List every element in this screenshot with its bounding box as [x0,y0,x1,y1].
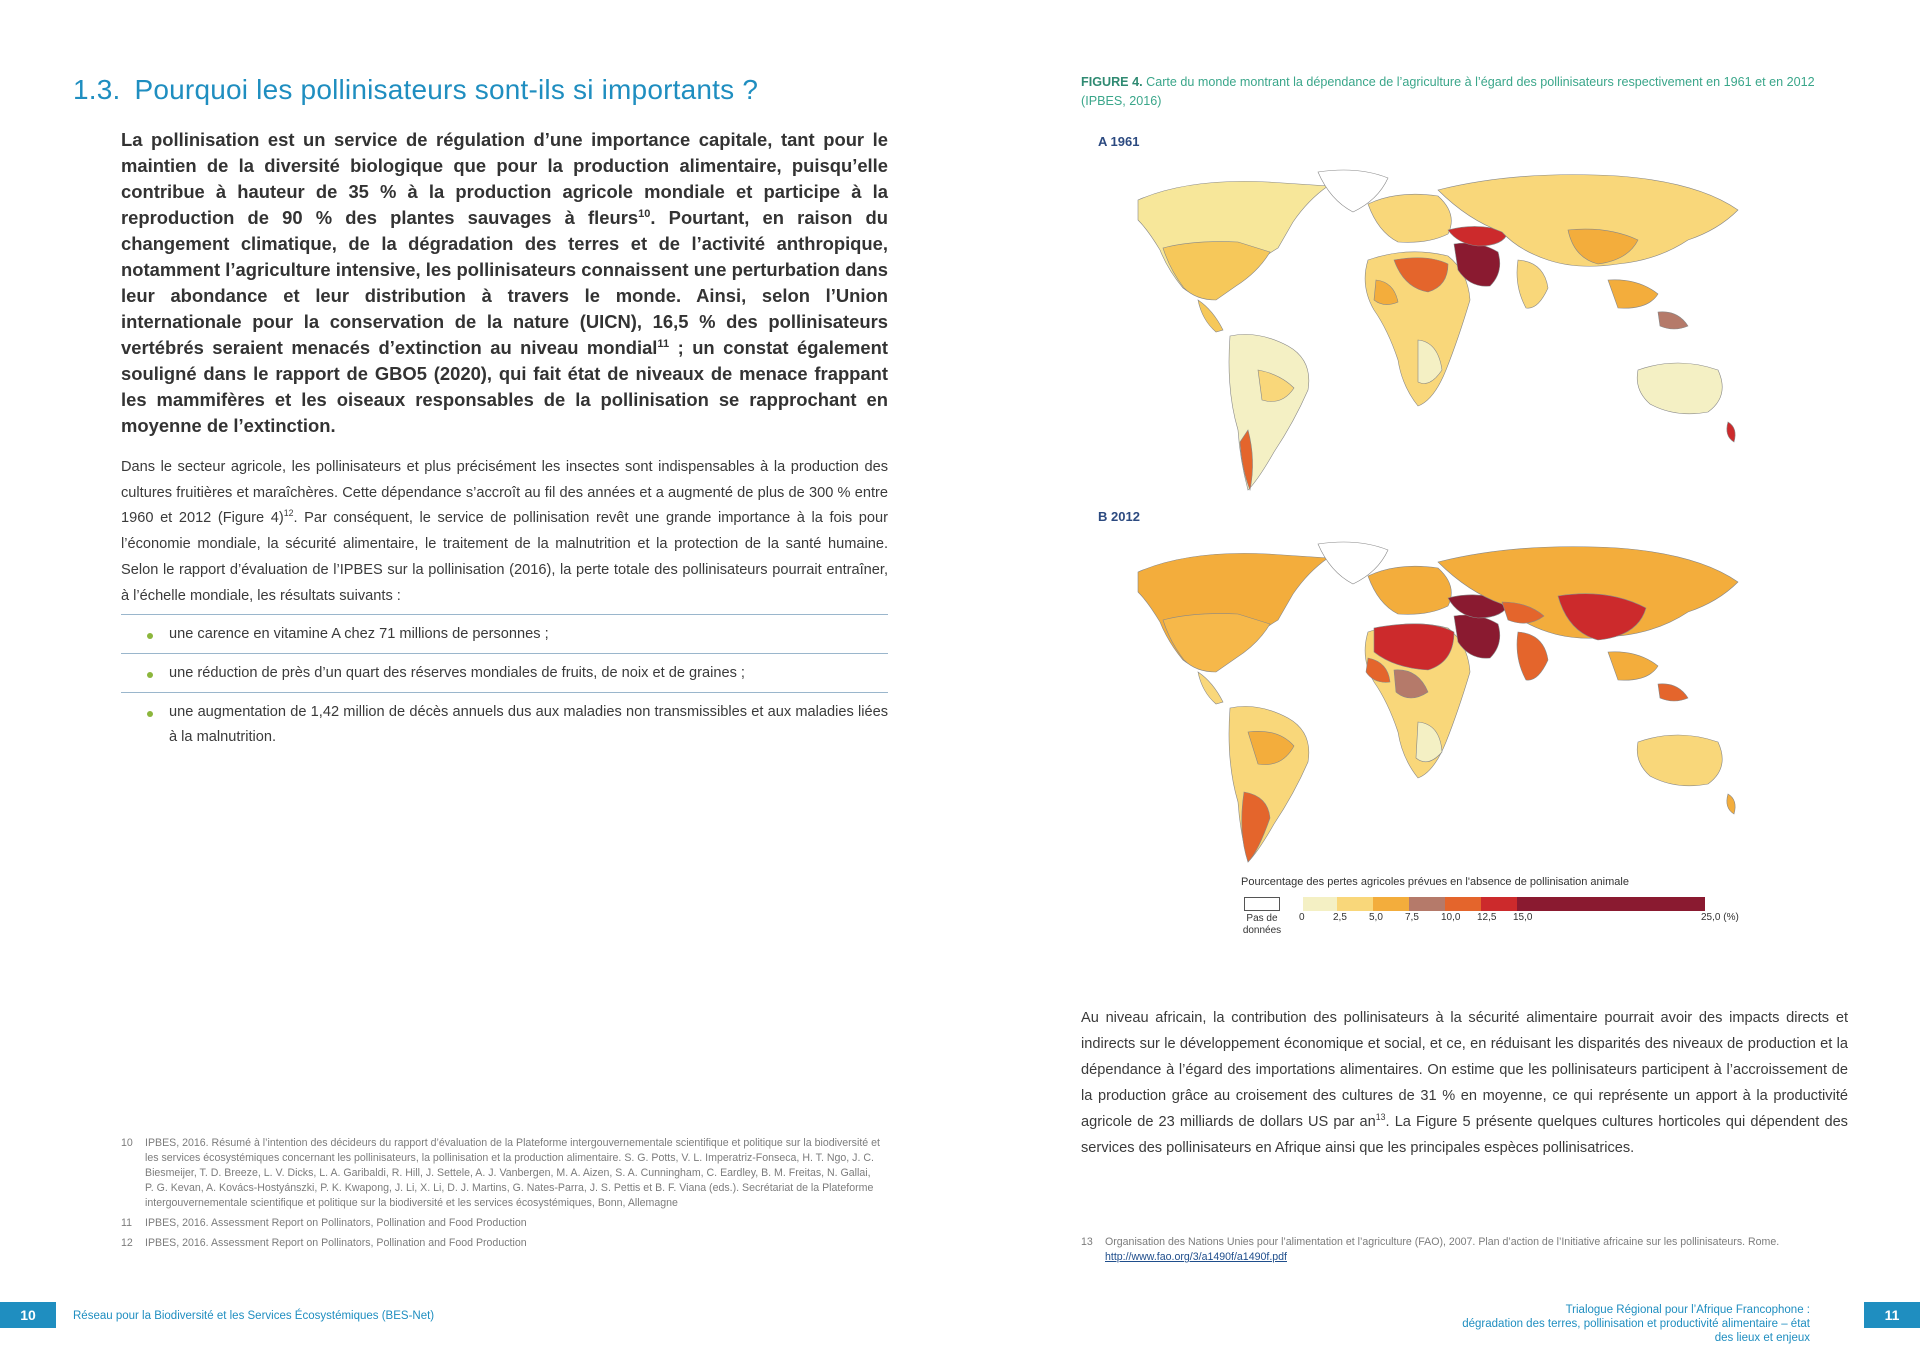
body-paragraph [121,455,888,609]
bullet-list [121,614,888,756]
list-item [121,615,888,654]
lead-text-3: ; un constat également souligné dans le rapport de GBO5 (2020), qui fait état de niveaux de menace frappant les mammifères et les oiseaux responsables de la pollinisation se rapprochant en moyenne de l’extinction. [121,337,888,436]
footnote-11 [121,1216,881,1231]
footer-left: Réseau pour la Biodiversité et les Services Écosystémiques (BES-Net) [73,1310,435,1322]
bullet-text: une réduction de près d’un quart des réserves mondiales de fruits, de noix et de graines ; [169,665,745,681]
figure-caption [1081,73,1851,111]
footnote-number: 12 [121,1237,133,1249]
legend-nodata-swatch [1244,897,1280,911]
footnote-text: IPBES, 2016. Résumé à l’intention des décideurs du rapport d’évaluation de la Plateforme intergouvernementale scientifique et politique sur la biodiversité et les services écosystémiques concernant les pollinisateurs, la pollinisation et la production alimentaire. S. G. Potts, V. L. Imperatriz-Fonseca, H. T. Ngo, J. C. Biesmeijer, T. D. Breeze, L. V. Dicks, L. A. Garibaldi, R. Hill, J. Settele, A. J. Vanbergen, M. A. Aizen, S. A. Cunningham, C. Eardley, B. M. Freitas, N. Gallai, P. G. Kevan, A. Kovács-Hostyánszki, P. K. Kwapong, J. Li, X. Li, D. J. Martins, G. Nates-Parra, J. S. Pettis et B. F. Viana (eds.). Secrétariat de la Plateforme intergouvernementale scientifique et politique sur la biodiversité et les services écosystémiques, Bonn, Allemagne [145,1137,880,1209]
list-item [121,654,888,693]
footnote-13 [1081,1235,1851,1265]
world-map-2012 [1098,532,1758,872]
right-page [960,0,1920,1358]
bullet-text: une augmentation de 1,42 million de décès annuels dus aux maladies non transmissibles et aux maladies liées à la malnutrition. [169,704,888,745]
footnote-ref-11[interactable]: 11 [657,337,670,350]
legend-tick-label: 0 [1299,912,1305,923]
lead-text-2: . Pourtant, en raison du changement climatique, de la dégradation des terres et de l’activité anthropique, notamment l’agriculture intensive, les pollinisateurs connaissent une perturbation dans leur abondance et leur distribution à travers le monde. Ainsi, selon l’Union internationale pour la conservation de la nature (UICN), 16,5 % des pollinisateurs vertébrés seraient menacés d’extinction au niveau mondial [121,207,888,358]
section-title [73,74,758,106]
bullet-dot-icon [147,672,153,678]
footnote-10 [121,1136,881,1211]
footnote-12 [121,1236,881,1251]
footnote-text: IPBES, 2016. Assessment Report on Pollinators, Pollination and Food Production [145,1237,527,1249]
fao-link[interactable]: http://www.fao.org/3/a1490f/a1490f.pdf [1105,1251,1287,1263]
footer-right-line2: dégradation des terres, pollinisation et productivité alimentaire – état des lieux et enjeux [1462,1318,1810,1344]
legend-swatch [1303,897,1337,911]
bullet-dot-icon [147,633,153,639]
legend-tick-label: 12,5 [1477,912,1497,923]
map-a-label: A 1961 [1098,134,1140,149]
figure-label: FIGURE 4. [1081,75,1143,89]
footnote-ref-12[interactable]: 12 [283,508,294,519]
legend-swatch [1373,897,1409,911]
legend-swatch [1445,897,1481,911]
page-number-right: 11 [1864,1302,1920,1328]
legend-tick-label: 7,5 [1405,912,1419,923]
map-b-label: B 2012 [1098,509,1140,524]
legend-swatch [1337,897,1373,911]
section-title-text: Pourquoi les pollinisateurs sont-ils si importants ? [134,74,759,105]
legend-title: Pourcentage des pertes agricoles prévues en l'absence de pollinisation animale [1241,876,1629,888]
body-text-1: Dans le secteur agricole, les pollinisateurs et plus précisément les insectes sont indispensables à la production des cultures fruitières et maraîchères. Cette dépendance s’accroît au fil des années et a augmenté de plus de 300 % entre 1960 et 2012 (Figure 4) [121,459,888,527]
footnotes [121,1136,881,1256]
footnote-ref-13[interactable]: 13 [1375,1112,1386,1123]
legend-swatch [1481,897,1517,911]
figure-caption-text: Carte du monde montrant la dépendance de l’agriculture à l’égard des pollinisateurs respectivement en 1961 et en 2012 (IPBES, 2016) [1081,75,1815,108]
legend-tick-label: 15,0 [1513,912,1533,923]
footnote-text: IPBES, 2016. Assessment Report on Pollinators, Pollination and Food Production [145,1217,527,1229]
section-number: 1.3. [73,74,121,105]
footnote-number: 10 [121,1137,133,1149]
legend-swatch [1517,897,1705,911]
list-item [121,693,888,756]
lead-paragraph [121,127,888,439]
legend-tick-label: 25,0 (%) [1701,912,1739,923]
footnote-number: 13 [1081,1236,1093,1248]
footer-right [1460,1303,1810,1345]
footnote-number: 11 [121,1217,132,1229]
footer-right-line1: Trialogue Régional pour l’Afrique Francophone : [1565,1304,1810,1316]
legend-swatch [1409,897,1445,911]
world-map-1961 [1098,160,1758,500]
right-body-text-1: Au niveau africain, la contribution des pollinisateurs à la sécurité alimentaire pourrait avoir des impacts directs et indirects sur le développement économique et social, et ce, en réduisant les disparités des niveaux de production et la dépendance à l’égard des importations alimentaires. On estime que les pollinisateurs participent à l’accroissement de la production grâce au croisement des cultures de 31 % en moyenne, ce qui représente un apport à la productivité agricole de 23 milliards de dollars US par an [1081,1010,1848,1130]
footnote-text: Organisation des Nations Unies pour l’alimentation et l’agriculture (FAO), 2007. Plan d’action de l’Initiative africaine sur les pollinisateurs. Rome. [1105,1236,1780,1248]
body-text-2: . Par conséquent, le service de pollinisation revêt une grande importance à la fois pour l’économie mondiale, la sécurité alimentaire, le traitement de la malnutrition et la protection de la santé humaine. Selon le rapport d’évaluation de l’IPBES sur la pollinisation (2016), la perte totale des pollinisateurs pourrait entraîner, à l’échelle mondiale, les résultats suivants : [121,510,888,604]
bullet-text: une carence en vitamine A chez 71 millions de personnes ; [169,626,549,642]
right-body-paragraph [1081,1005,1848,1161]
footnote-ref-10[interactable]: 10 [638,207,651,220]
legend-tick-label: 10,0 [1441,912,1461,923]
page-number-left: 10 [0,1302,56,1328]
legend-nodata-label: Pas de données [1242,913,1282,936]
bullet-dot-icon [147,711,153,717]
legend-tick-label: 5,0 [1369,912,1383,923]
lead-text-1: La pollinisation est un service de régulation d’une importance capitale, tant pour le maintien de la diversité biologique que pour la production alimentaire, puisqu’elle contribue à hauteur de 35 % à la production agricole mondiale et participe à la reproduction de 90 % des plantes sauvages à fleurs [121,129,888,228]
legend-tick-label: 2,5 [1333,912,1347,923]
right-body-text-2: . La Figure 5 présente quelques cultures horticoles qui dépendent des services des pollinisateurs en Afrique ainsi que les principales espèces pollinisatrices. [1081,1114,1848,1156]
